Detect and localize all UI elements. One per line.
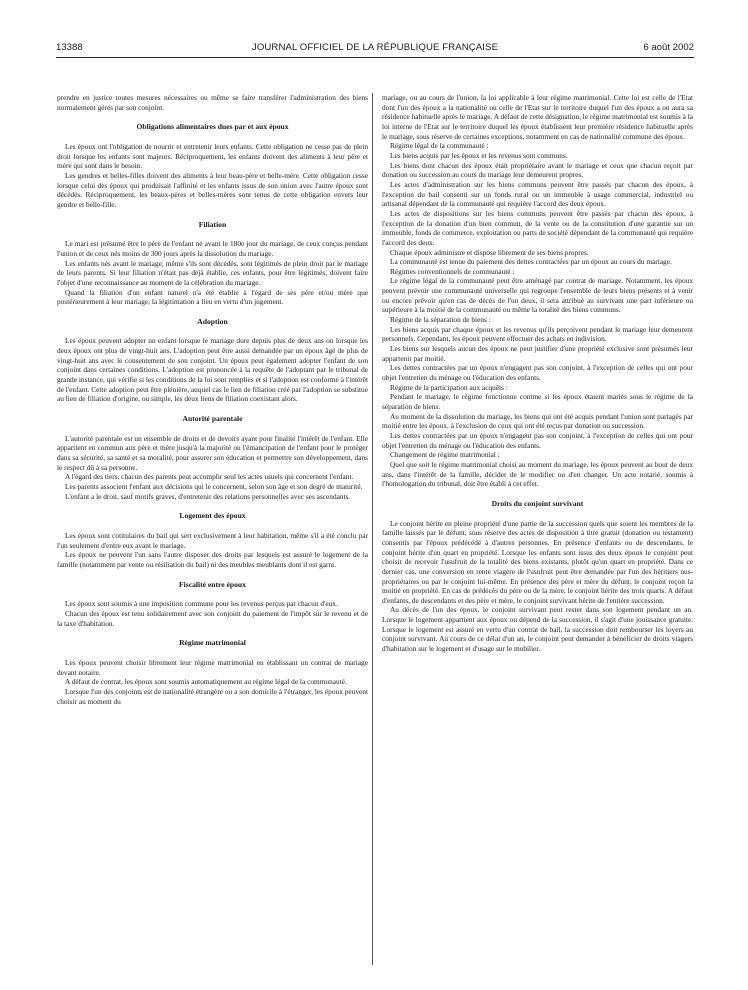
right-paragraph: Les dettes contractées par un époux n'engagent pas son conjoint, à l'exception de celles qui ont pour objet l'entretien du ménage ou l'éducation des enfants. — [382, 430, 693, 450]
left-paragraph: A l'égard des tiers, chacun des parents peut accomplir seul les actes usuels qui concernent l'enfant. — [65, 472, 354, 482]
right-paragraph: Le conjoint hérite en pleine propriété d'une partie de la succession quels que soient les membres de la famille laissés par le défunt, sous réserve des actes de disposition à titre gratuit (donation ou testament) consentis par l'époux prédécédé à d'autres personnes. En présence d'enfants ou de descendants, le conjoint hérite d'un quart en propriété. Lorsque les enfants sont issus des deux époux le conjoint peut choisir de recevoir l'usufruit de la totalité des biens existants, plutôt qu'un quart en propriété. Dans ce dernier cas, une conversion en rente viagère de l'usufruit peut être demandée par l'un des héritiers nus-propriétaires ou par le conjoint lui-même. En présence des père et mère du défunt, le conjoint reçoit la moitié en propriété. En cas de prédécès du père ou de la mère, le conjoint hérite des trois quarts. A défaut d'enfants, de descendants et des père et mère, le conjoint survivant hérite de l'entière succession. — [382, 518, 693, 605]
right-paragraph: Régime de la séparation de biens : — [390, 315, 491, 325]
left-paragraph: Les gendres et belles-filles doivent des aliments à leur beau-père et belle-mère. Cette obligation cesse lorsque celui des époux qui produisait l'affinité et les enfants issus de son union avec l'autre époux sont décédés. Réciproquement, les beaux-pères et belles-mères sont tenus de cette obligation envers leur gendre et belle-fille. — [57, 170, 368, 209]
right-paragraph: Les actes de dispositions sur les biens communs peuvent être passés par chacun des époux, à l'exception de la donation d'un bien commun, de la vente ou de la constitution d'une garantie sur un immeuble, fonds de commerce, exploitation ou parts de société dépendant de la communauté qui requière l'accord des deux. — [382, 208, 693, 247]
right-paragraph: Au moment de la dissolution du mariage, les biens qui ont été acquis pendant l'union sont partagés par moitié entre les époux, à l'exclusion de ceux qui ont été reçus par donation ou succession. — [382, 411, 693, 431]
right-paragraph: Les dettes contractées par un époux n'engagent pas son conjoint, à l'exception de celles qui ont pour objet l'entretien du ménage ou l'éducation des enfants. — [382, 363, 693, 383]
right-paragraph: Régimes conventionnels de communauté : — [390, 266, 515, 276]
left-column — [57, 93, 368, 706]
publication-date: 6 août 2002 — [643, 42, 694, 53]
left-paragraph: prendre en justice toutes mesures nécessaires ou même se faire transférer l'administration des biens normalement gérés par son conjoint. — [57, 93, 368, 112]
right-paragraph: Quel que soit le régime matrimonial choisi au moment du mariage, les époux peuvent au bout de deux ans, dans l'intérêt de la famille, décider de le modifier ou d'en changer. Un acte notarié, soumis à l'homologation du tribunal, doit être établi à cet effet. — [382, 459, 693, 489]
left-paragraph: Les époux ont l'obligation de nourrir et entretenir leurs enfants. Cette obligation ne cesse pas de plein droit lorsque les enfants sont majeurs. Réciproquement, les enfants doivent des aliments à leur père et mère qui sont dans le besoin. — [57, 141, 368, 171]
left-paragraph: Quand la filiation d'un enfant naturel n'a été établie à l'égard de ses père et/ou mère que postérieurement à leur mariage, la légitimation a lieu en vertu d'un jugement. — [57, 287, 368, 307]
left-paragraph: Chacun des époux est tenu solidairement avec son conjoint du paiement de l'impôt sur le revenu et de la taxe d'habitation. — [57, 608, 368, 628]
left-paragraph: Les époux peuvent choisir librement leur régime matrimonial en établissant un contrat de mariage devant notaire. — [57, 657, 368, 677]
left-heading: Filiation — [198, 219, 227, 229]
left-heading: Logement des époux — [179, 511, 246, 521]
left-heading: Autorité parentale — [182, 414, 243, 424]
right-paragraph: Les biens dont chacun des époux était propriétaire avant le mariage et ceux que chacun reçoit par donation ou succession au cours du mariage leur demeurent propres. — [382, 160, 693, 180]
page-number: 13388 — [56, 42, 83, 53]
page-header — [56, 41, 694, 55]
left-paragraph: Le mari est présumé être le père de l'enfant né avant le 180e jour du mariage, de ceux conçus pendant l'union et de ceux nés moins de 300 jours après la dissolution du mariage. — [57, 239, 368, 258]
right-paragraph: Pendant le mariage, le régime fonctionne comme si les époux étaient mariés sous le régime de la séparation de biens. — [382, 392, 693, 411]
left-paragraph: Les époux sont cotitulaires du bail qui sert exclusivement à leur habitation, même s'il a été conclu par l'un seulement d'entre eux avant le mariage. — [57, 530, 368, 550]
right-paragraph: Au décès de l'un des époux, le conjoint survivant peut rester dans son logement pendant un an. Lorsque le logement appartient aux époux ou dépend de la succession, il s'agit d'une jouissance gratuite. Lorsque le logement est assuré en vertu d'un contrat de bail, la succession doit rembourser les loyers au conjoint survivant. Au cours de ce délai d'un an, le conjoint peut demander à bénéficier de droits viagers d'habitation sur le logement et d'usage sur le mobilier. — [382, 605, 693, 654]
left-paragraph: Les époux sont soumis à une imposition commune pour les revenus perçus par chacun d'eux. — [65, 599, 338, 609]
column-divider — [372, 93, 373, 965]
right-paragraph: Les biens acquis par les époux et les revenus sont communs. — [390, 150, 568, 160]
right-heading: Droits du conjoint survivant — [491, 498, 584, 508]
right-paragraph: Le régime légal de la communauté peut être aménagé par contrat de mariage. Notamment, les époux peuvent prévoir une communauté universelle qui regroupe l'ensemble de leurs biens présents et à venir ou encore prévoir qu'en cas de décès de l'un deux, il sera attribué au survivant une part inférieure ou supérieure à la moitié de la communauté ou même la totalité des biens communs. — [382, 276, 693, 315]
left-heading: Obligations alimentaires dues par et aux époux — [136, 122, 289, 132]
right-paragraph: Les actes d'administration sur les biens communs peuvent être passés par chacun des époux, à l'exception du bail consenti sur un fonds rural ou un immeuble à usage commercial, industriel ou artisanal dépendant de la communauté qui requière l'accord des deux époux. — [382, 179, 693, 209]
left-paragraph: L'enfant a le droit, sauf motifs graves, d'entretenir des relations personnelles avec ses ascendants. — [65, 491, 351, 501]
left-heading: Régime matrimonial — [179, 638, 246, 648]
left-paragraph: Les parents associent l'enfant aux décisions qui le concernent, selon son âge et son degré de maturité. — [65, 482, 363, 491]
left-paragraph: Les époux peuvent adopter un enfant lorsque le mariage dure depuis plus de deux ans ou lorsque les deux époux ont plus de vingt-huit ans. L'adoption peut être aussi demandée par un époux âgé de plus de vingt-huit ans avec le consentement de son conjoint. Un époux peut également adopter l'enfant de son conjoint dans certaines conditions. L'adoption est prononcée à la requête de l'adoptant par le tribunal de grande instance, qui vérifie si les conditions de la loi sont remplies et si l'adoption est conforme à l'intérêt de l'enfant. Cette adoption peut être plénière, auquel cas le lien de filiation créé par l'adoption se substitue au lien de filiation d'origine, ou simple, les deux liens de filiation coexistant alors. — [57, 336, 368, 404]
right-paragraph: Changement de régime matrimonial : — [390, 450, 500, 460]
left-paragraph: Les époux ne peuvent l'un sans l'autre disposer des droits par lesquels est assuré le logement de la famille (notamment par vente ou résiliation du bail) ni des meubles meublants dont il est garni. — [57, 550, 368, 569]
right-paragraph: Les biens sur lesquels aucun des époux ne peut justifier d'une propriété exclusive sont présumés leur appartenir par moitié. — [382, 344, 693, 363]
left-paragraph: L'autorité parentale est un ensemble de droits et de devoirs ayant pour finalité l'intérêt de l'enfant. Elle appartient en commun aux père et mère jusqu'à la majorité ou l'émancipation de l'enfant pour le protéger dans sa sécurité, sa santé et sa moralité, pour assurer son éducation et permettre son développement, dans le respect dû à sa personne. — [57, 433, 368, 472]
left-heading: Fiscalité entre époux — [179, 579, 246, 589]
right-paragraph: Chaque époux administre et dispose librement de ses biens propres. — [390, 247, 589, 257]
right-paragraph: Régime de la participation aux acquêts : — [390, 382, 508, 392]
right-column — [382, 93, 693, 654]
left-paragraph: Les enfants nés avant le mariage, même s'ils sont décédés, sont légitimés de plein droit par le mariage de leurs parents. Si leur filiation n'était pas déjà établie, ces enfants, pour être légitimés, doivent faire l'objet d'une reconnaissance au moment de la célébration du mariage. — [57, 258, 368, 287]
right-paragraph: Régime légal de la communauté : — [390, 141, 489, 151]
left-paragraph: Lorsque l'un des conjoints est de nationalité étrangère ou a son domicile à l'étranger, les époux peuvent choisir au moment du — [57, 686, 368, 706]
right-paragraph: mariage, ou au cours de l'union, la loi applicable à leur régime matrimonial. Cette loi est celle de l'Etat dont l'un des époux a la nationalité ou celle de l'Etat sur le territoire duquel l'un des époux a ou aura sa résidence habituelle après le mariage. A défaut de cette désignation, le régime matrimonial est soumis à la loi interne de l'Etat sur le territoire duquel les époux établissent leur première résidence habituelle après le mariage, sous réserve de certaines exceptions, notamment en cas de nationalité commune des époux. — [382, 93, 693, 141]
journal-title: JOURNAL OFFICIEL DE LA RÉPUBLIQUE FRANÇAISE — [251, 42, 499, 53]
header-rule — [56, 57, 694, 58]
left-heading: Adoption — [197, 316, 228, 326]
right-paragraph: La communauté est tenue du paiement des dettes contractées par un époux au cours du mariage. — [390, 257, 672, 267]
left-paragraph: A défaut de contrat, les époux sont soumis automatiquement au régime légal de la communauté. — [65, 677, 347, 687]
right-paragraph: Les biens acquis par chaque époux et les revenus qu'ils perçoivent pendant le mariage leur demeurent personnels. Cependant, les époux peuvent effectuer des achats en indivision. — [382, 324, 693, 344]
